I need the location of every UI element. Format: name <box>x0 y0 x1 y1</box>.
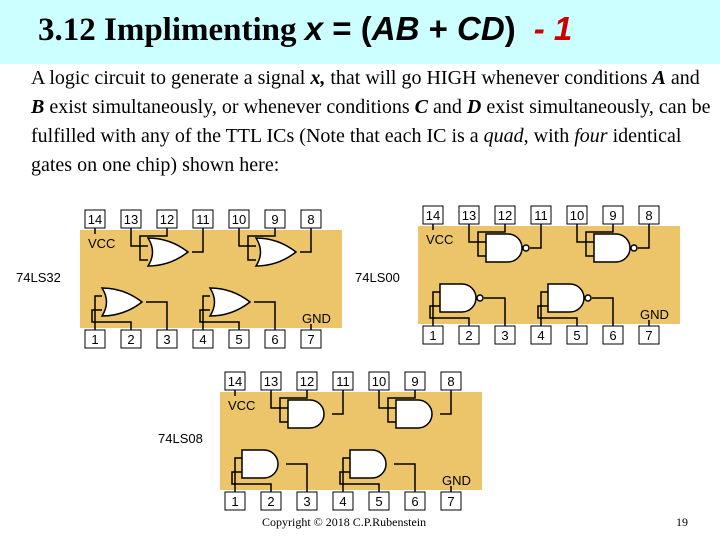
chip-74ls00 <box>418 204 686 346</box>
pin-number: 14 <box>425 208 441 223</box>
pin-number: 12 <box>497 208 513 223</box>
pin-number: 1 <box>91 332 99 347</box>
page-number: 19 <box>676 515 688 529</box>
pin-number: 3 <box>163 332 171 347</box>
pin-number: 2 <box>465 328 473 343</box>
title-var-cd: CD <box>457 10 505 47</box>
pin-number: 13 <box>461 208 477 223</box>
and-gate-symbol <box>396 400 432 428</box>
pin-number: 10 <box>371 374 387 389</box>
chip-74ls32-drawing <box>80 210 342 348</box>
nand-gate-symbol <box>594 234 630 262</box>
inversion-bubble <box>477 295 483 301</box>
vcc-label: VCC <box>88 236 116 251</box>
pin-number: 4 <box>199 332 207 347</box>
nand-gate-symbol <box>548 284 584 312</box>
pin-number: 6 <box>609 328 617 343</box>
gnd-label: GND <box>302 311 331 326</box>
chip-label-74ls32: 74LS32 <box>16 270 61 285</box>
pin-number: 4 <box>339 494 347 509</box>
body-var-c: C <box>414 96 428 118</box>
body-text-5: and <box>428 96 467 118</box>
body-text-1: A logic circuit to generate a signal <box>31 67 311 89</box>
pin-number: 6 <box>271 332 279 347</box>
chip-label-74ls08: 74LS08 <box>158 431 203 446</box>
pin-number: 14 <box>227 374 243 389</box>
chip-74ls08-drawing <box>220 372 482 510</box>
inversion-bubble <box>585 295 591 301</box>
vcc-label: VCC <box>426 232 454 247</box>
pin-number: 10 <box>231 212 247 227</box>
pin-number: 8 <box>645 208 653 223</box>
pin-number: 4 <box>537 328 545 343</box>
pin-number: 11 <box>336 374 350 389</box>
body-text-3: and <box>665 67 700 89</box>
pin-number: 3 <box>501 328 509 343</box>
pin-number: 5 <box>235 332 243 347</box>
pin-number: 2 <box>127 332 135 347</box>
pin-number: 13 <box>123 212 139 227</box>
title-equation <box>305 10 516 47</box>
chip-label-74ls00: 74LS00 <box>355 270 400 285</box>
gnd-label: GND <box>640 307 669 322</box>
chip-74ls08 <box>220 370 488 512</box>
body-var-b: B <box>31 96 45 118</box>
title-equals: = ( <box>323 10 372 47</box>
body-quad: quad <box>483 125 524 147</box>
pin-number: 8 <box>307 212 315 227</box>
body-var-d: D <box>466 96 482 118</box>
and-gate-symbol <box>288 400 324 428</box>
body-var-x: x, <box>310 67 326 89</box>
and-gate-symbol <box>350 450 386 478</box>
chip-74ls32 <box>80 208 348 350</box>
pin-number: 5 <box>375 494 383 509</box>
body-text-8: identical gates on one chip) shown here: <box>31 125 682 176</box>
pin-number: 7 <box>307 332 315 347</box>
title-plus: + <box>419 10 458 47</box>
pin-number: 5 <box>573 328 581 343</box>
title-close: ) <box>504 10 516 47</box>
title-var-x: x <box>304 10 324 47</box>
body-text-6: exist simultaneously, can be fulfilled with any of the TTL ICs (Note that each IC is a <box>31 96 711 147</box>
copyright-footer: Copyright © 2018 C.P.Rubenstein <box>262 515 427 529</box>
pin-number: 7 <box>645 328 653 343</box>
body-text-7: , with <box>523 125 575 147</box>
and-gate-symbol <box>242 450 278 478</box>
title-var-ab: AB <box>371 10 420 47</box>
chip-74ls00-drawing <box>418 206 680 344</box>
body-var-a: A <box>652 67 666 89</box>
body-four: four <box>574 125 608 147</box>
body-text-4: exist simultaneously, or whenever conditions <box>44 96 415 118</box>
pin-number: 13 <box>263 374 279 389</box>
pin-number: 1 <box>231 494 239 509</box>
pin-number: 11 <box>196 212 210 227</box>
pin-number: 9 <box>411 374 419 389</box>
inversion-bubble <box>523 245 529 251</box>
pin-number: 1 <box>429 328 437 343</box>
nand-gate-symbol <box>440 284 476 312</box>
title-prefix: 3.12 Implimenting <box>38 12 305 48</box>
pin-number: 9 <box>271 212 279 227</box>
body-paragraph <box>31 64 711 180</box>
pin-number: 3 <box>303 494 311 509</box>
inversion-bubble <box>631 245 637 251</box>
gnd-label: GND <box>442 473 471 488</box>
pin-number: 9 <box>609 208 617 223</box>
pin-number: 12 <box>159 212 175 227</box>
vcc-label: VCC <box>228 398 256 413</box>
title-part-number: - 1 <box>533 10 573 47</box>
pin-number: 14 <box>87 212 103 227</box>
slide-title <box>38 10 572 49</box>
pin-number: 6 <box>411 494 419 509</box>
pin-number: 11 <box>534 208 548 223</box>
pin-number: 7 <box>447 494 455 509</box>
pin-number: 2 <box>267 494 275 509</box>
pin-number: 8 <box>447 374 455 389</box>
pin-number: 12 <box>299 374 315 389</box>
nand-gate-symbol <box>486 234 522 262</box>
body-text-2: that will go HIGH whenever conditions <box>325 67 653 89</box>
pin-number: 10 <box>569 208 585 223</box>
